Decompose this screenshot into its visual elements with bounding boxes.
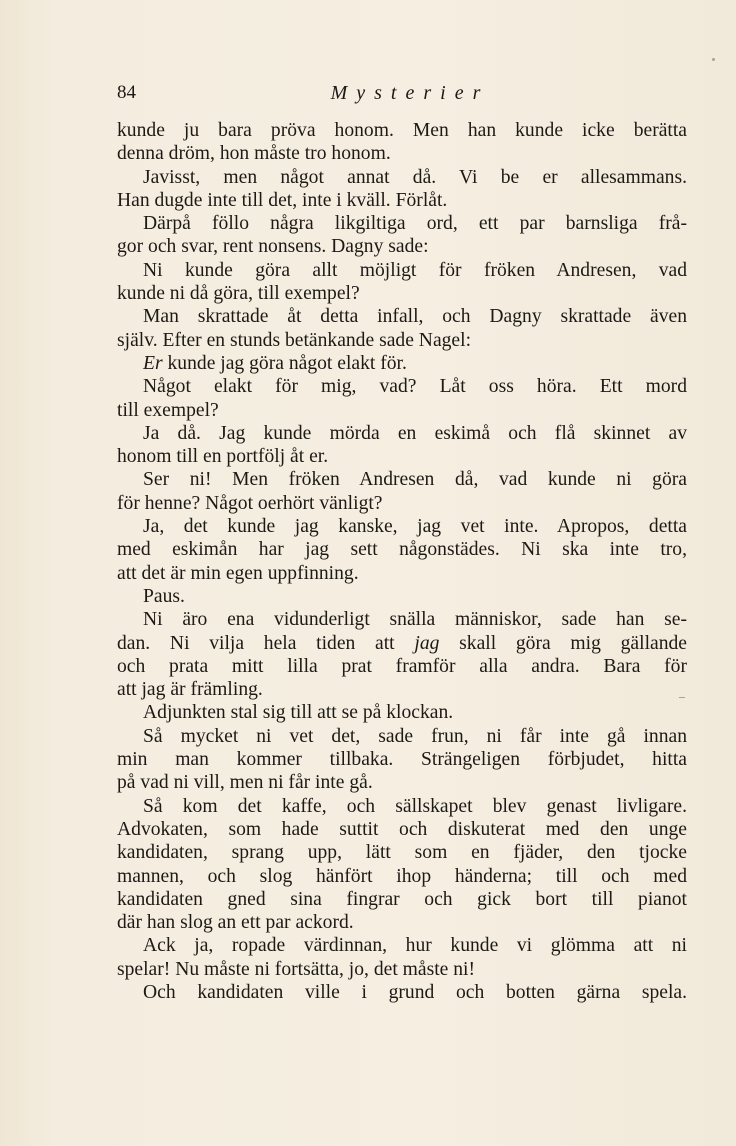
text-line: Paus.: [143, 585, 185, 607]
text-line: till exempel?: [117, 399, 219, 421]
text-line: Ser ni! Men fröken Andresen då, vad kunde ni göra: [143, 469, 687, 491]
emphasis-word: jag: [414, 632, 440, 654]
text-line: Ni kunde göra allt möjligt för fröken Andresen, vad: [143, 259, 687, 281]
paper-speck: [712, 58, 715, 61]
text-line-part: dan. Ni vilja hela tiden att: [117, 632, 395, 654]
text-line: Ja då. Jag kunde mörda en eskimå och flå skinnet av: [143, 422, 687, 444]
text-line: och prata mitt lilla prat framför alla andra. Bara för: [117, 655, 687, 677]
text-line: gor och svar, rent nonsens. Dagny sade:: [117, 236, 429, 258]
text-line: Så mycket ni vet det, sade frun, ni får inte gå innan: [143, 725, 687, 747]
text-line: Man skrattade åt detta infall, och Dagny skrattade även: [143, 306, 687, 328]
paper-speck: [679, 697, 685, 698]
text-line: Därpå föllo några likgiltiga ord, ett par barnsliga frå-: [143, 213, 687, 235]
text-line: för henne? Något oerhört vänligt?: [117, 492, 383, 514]
text-line: själv. Efter en stunds betänkande sade Nagel:: [117, 329, 472, 351]
text-line-part: skall göra mig gällande: [459, 632, 688, 654]
text-line: Så kom det kaffe, och sällskapet blev genast livligare.: [143, 795, 687, 817]
page-number: 84: [117, 82, 136, 103]
text-line: Ni äro ena vidunderligt snälla människor, sade han se-: [143, 609, 687, 631]
emphasis-word: Er: [143, 352, 163, 374]
text-line: Advokaten, som hade suttit och diskuterat med den unge: [117, 818, 687, 840]
text-line: kunde ni då göra, till exempel?: [117, 283, 360, 305]
text-line: där han slog an ett par ackord.: [117, 912, 354, 934]
text-line: mannen, och slog hänfört ihop händerna; till och med: [117, 865, 687, 887]
text-line: min man kommer tillbaka. Strängeligen förbjudet, hitta: [117, 749, 687, 771]
text-line: Ja, det kunde jag kanske, jag vet inte. Apropos, detta: [143, 516, 687, 538]
text-line: Javisst, men något annat då. Vi be er allesammans.: [143, 166, 687, 188]
text-line: Något elakt för mig, vad? Låt oss höra. Ett mord: [143, 376, 687, 398]
text-line: med eskimån har jag sett någonstädes. Ni ska inte tro,: [117, 539, 687, 561]
text-line-rest: kunde jag göra något elakt för.: [167, 352, 407, 374]
text-line: kunde ju bara pröva honom. Men han kunde icke berätta: [117, 120, 687, 141]
text-line: kandidaten gned sina fingrar och gick bort till pianot: [117, 888, 687, 910]
text-line: kandidaten, sprang upp, lätt som en fjäder, den tjocke: [117, 842, 687, 864]
text-line: att det är min egen uppfinning.: [117, 562, 359, 584]
text-line: Han dugde inte till det, inte i kväll. Förlåt.: [117, 189, 448, 211]
running-title: Mysterier: [330, 82, 490, 104]
text-line: [117, 352, 687, 375]
body-text: [117, 119, 687, 1004]
text-line: Ack ja, ropade värdinnan, hur kunde vi glömma att ni: [143, 935, 687, 957]
text-line: honom till en portfölj åt er.: [117, 446, 329, 468]
page-header: [117, 82, 685, 110]
text-line: [117, 632, 687, 655]
text-line: Adjunkten stal sig till att se på klockan.: [143, 702, 454, 724]
text-line: att jag är främling.: [117, 679, 263, 701]
text-line: denna dröm, hon måste tro honom.: [117, 143, 391, 165]
text-line: spelar! Nu måste ni fortsätta, jo, det måste ni!: [117, 958, 476, 980]
text-line: Och kandidaten ville i grund och botten gärna spela.: [143, 981, 687, 1003]
text-line: på vad ni vill, men ni får inte gå.: [117, 772, 373, 794]
